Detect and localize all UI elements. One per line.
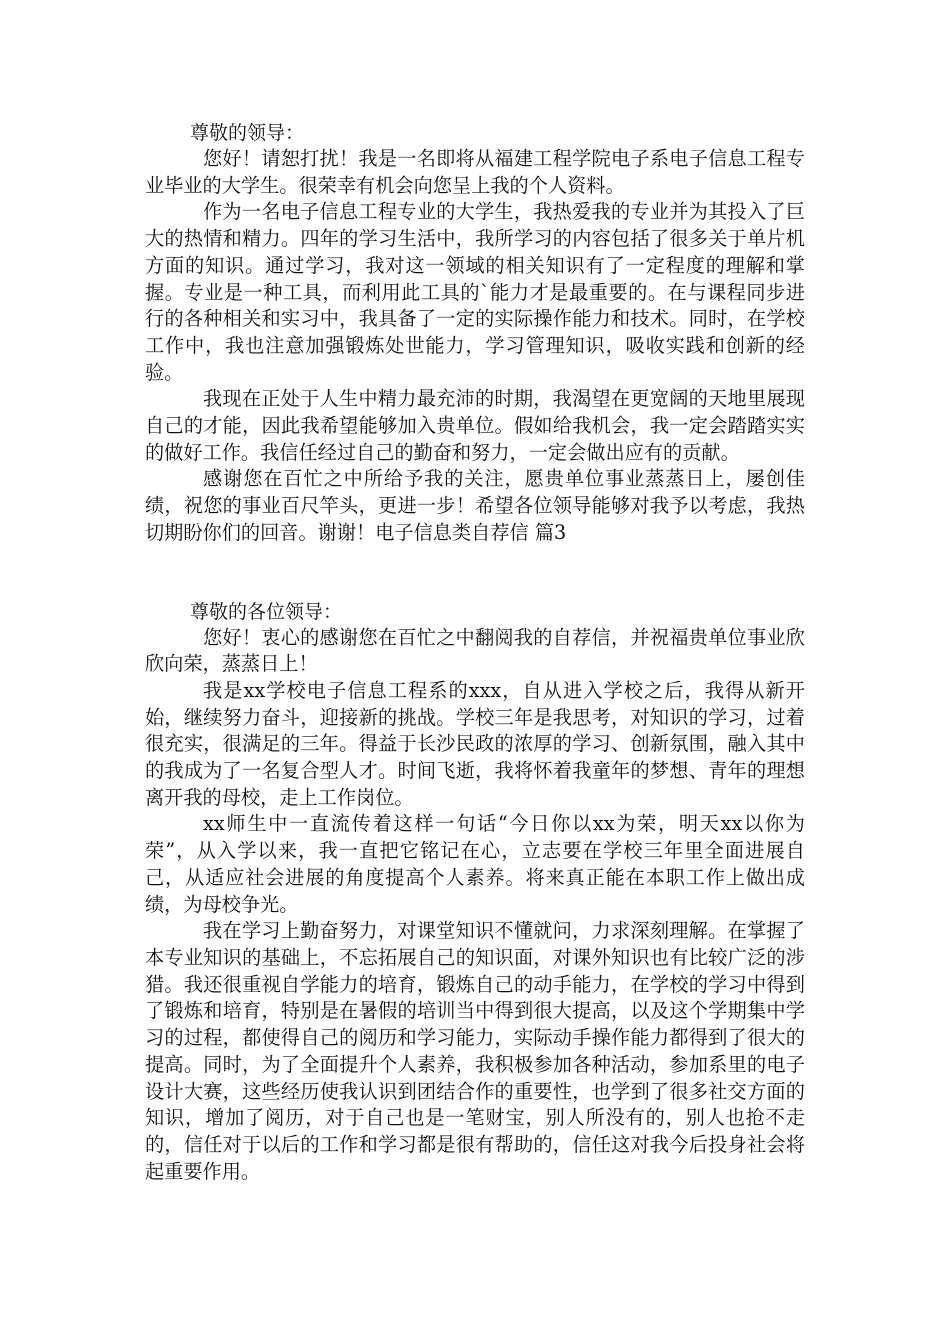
document-page [145, 120, 805, 1185]
letter-1-paragraph: 我现在正处于人生中精力最充沛的时期，我渴望在更宽阔的天地里展现自己的才能，因此我希望能够加入贵单位。假如给我机会，我一定会踏踏实实的做好工作。我信任经过自己的勤奋和努力，一定会做出应有的贡献。 [145, 387, 805, 464]
letter-2-salutation: 尊敬的各位领导： [190, 600, 343, 623]
letter-2 [145, 599, 805, 1186]
letter-1-salutation: 尊敬的领导： [190, 122, 305, 144]
letter-2-paragraph: 我在学习上勤奋努力，对课堂知识不懂就问，力求深刻理解。在掌握了本专业知识的基础上，不忘拓展自己的知识面，对课外知识也有比较广泛的涉猎。我还很重视自学能力的培育，锻炼自己的动手能力，在学校的学习中得到了锻炼和培育，特别是在暑假的培训当中得到很大提高，以及这个学期集中学习的过程，都使得自己的阅历和学习能力，实际动手操作能力都得到了很大的提高。同时，为了全面提升个人素养，我积极参加各种活动，参加系里的电子设计大赛，这些经历使我认识到团结合作的重要性，也学到了很多社交方面的知识，增加了阅历，对于自己也是一笔财宝，别人所没有的，别人也抢不走的，信任对于以后的工作和学习都是很有帮助的，信任这对我今后投身社会将起重要作用。 [145, 919, 805, 1183]
letter-2-paragraph: xx师生中一直流传着这样一句话“今日你以xx为荣，明天xx以你为荣”，从入学以来，我一直把它铭记在心，立志要在学校三年里全面进展自己，从适应社会进展的角度提高个人素养。将来真正能在本职工作上做出成绩，为母校争光。 [145, 812, 805, 916]
letter-2-paragraph: 我是xx学校电子信息工程系的xxx，自从进入学校之后，我得从新开始，继续努力奋斗，迎接新的挑战。学校三年是我思考，对知识的学习，过着很充实，很满足的三年。得益于长沙民政的浓厚的学习、创新氛围，融入其中的我成为了一名复合型人才。时间飞逝，我将怀着我童年的梦想、青年的理想离开我的母校，走上工作岗位。 [145, 678, 805, 809]
letter-2-paragraph: 您好！衷心的感谢您在百忙之中翻阅我的自荐信，并祝福贵单位事业欣欣向荣，蒸蒸日上！ [145, 625, 805, 676]
letter-1-paragraph: 您好！请恕打扰！我是一名即将从福建工程学院电子系电子信息工程专业毕业的大学生。很荣幸有机会向您呈上我的个人资料。 [145, 147, 805, 197]
section-spacer [145, 547, 805, 599]
letter-1-paragraph: 作为一名电子信息工程专业的大学生，我热爱我的专业并为其投入了巨大的热情和精力。四年的学习生活中，我所学习的内容包括了很多关于单片机方面的知识。通过学习，我对这一领域的相关知识有了一定程度的理解和掌握。专业是一种工具，而利用此工具的`能力才是最重要的。在与课程同步进行的各种相关和实习中，我具备了一定的实际操作能力和技术。同时，在学校工作中，我也注意加强锻炼处世能力，学习管理知识，吸收实践和创新的经验。 [145, 200, 805, 384]
letter-1-paragraph: 感谢您在百忙之中所给予我的关注，愿贵单位事业蒸蒸日上，屡创佳绩，祝您的事业百尺竿头，更进一步！希望各位领导能够对我予以考虑，我热切期盼你们的回音。谢谢！电子信息类自荐信 篇3 [145, 467, 805, 544]
letter-1 [145, 120, 805, 547]
